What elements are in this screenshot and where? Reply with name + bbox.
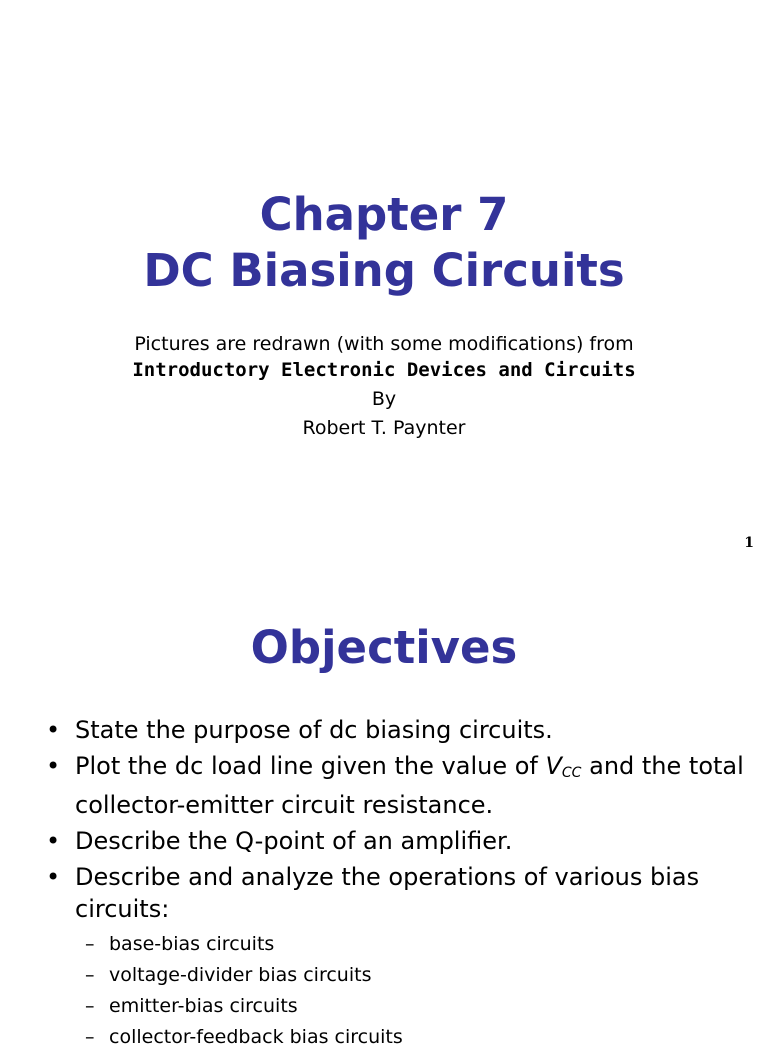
sub-bullet-text: base-bias circuits (109, 933, 275, 955)
bullet-icon: • (46, 716, 61, 744)
page-number: 1 (744, 535, 754, 551)
list-item (46, 714, 746, 746)
dash-icon: – (85, 995, 95, 1017)
vcc-var: V (545, 752, 562, 780)
objectives-title: Objectives (250, 621, 518, 674)
author-name: Robert T. Paynter (302, 417, 466, 439)
bullet-text: and the total collector-emitter circuit resistance. (75, 752, 744, 819)
slide-2 (0, 576, 768, 1048)
vcc-symbol (545, 752, 581, 780)
list-item (46, 861, 746, 1050)
chapter-title: Chapter 7 (259, 188, 509, 241)
bullet-icon: • (46, 752, 61, 780)
sub-list-item (75, 931, 746, 957)
by-label: By (371, 388, 397, 410)
dash-icon: – (85, 964, 95, 986)
credit-line: Pictures are redrawn (with some modifications) from (134, 333, 634, 355)
objectives-list (46, 714, 746, 1055)
bullet-text: State the purpose of dc biasing circuits. (75, 716, 553, 744)
dash-icon: – (85, 1026, 95, 1048)
vcc-subscript: CC (561, 765, 582, 781)
sub-list-item (75, 993, 746, 1019)
dash-icon: – (85, 933, 95, 955)
sub-bullet-text: collector-feedback bias circuits (109, 1026, 403, 1048)
sub-list-item (75, 962, 746, 988)
chapter-subtitle: DC Biasing Circuits (143, 244, 625, 297)
sub-bullet-text: voltage-divider bias circuits (109, 964, 372, 986)
list-item (46, 825, 746, 857)
credits (0, 331, 768, 441)
sub-list (75, 931, 746, 1050)
list-item (46, 750, 746, 821)
bullet-text: Describe and analyze the operations of various bias circuits: (75, 863, 700, 923)
bullet-icon: • (46, 827, 61, 855)
bullet-text: Plot the dc load line given the value of (75, 752, 538, 780)
bullet-text: Describe the Q-point of an amplifier. (75, 827, 513, 855)
sub-list-item (75, 1024, 746, 1050)
book-title: Introductory Electronic Devices and Circuits (132, 359, 636, 381)
sub-bullet-text: emitter-bias circuits (109, 995, 298, 1017)
bullet-icon: • (46, 863, 61, 891)
